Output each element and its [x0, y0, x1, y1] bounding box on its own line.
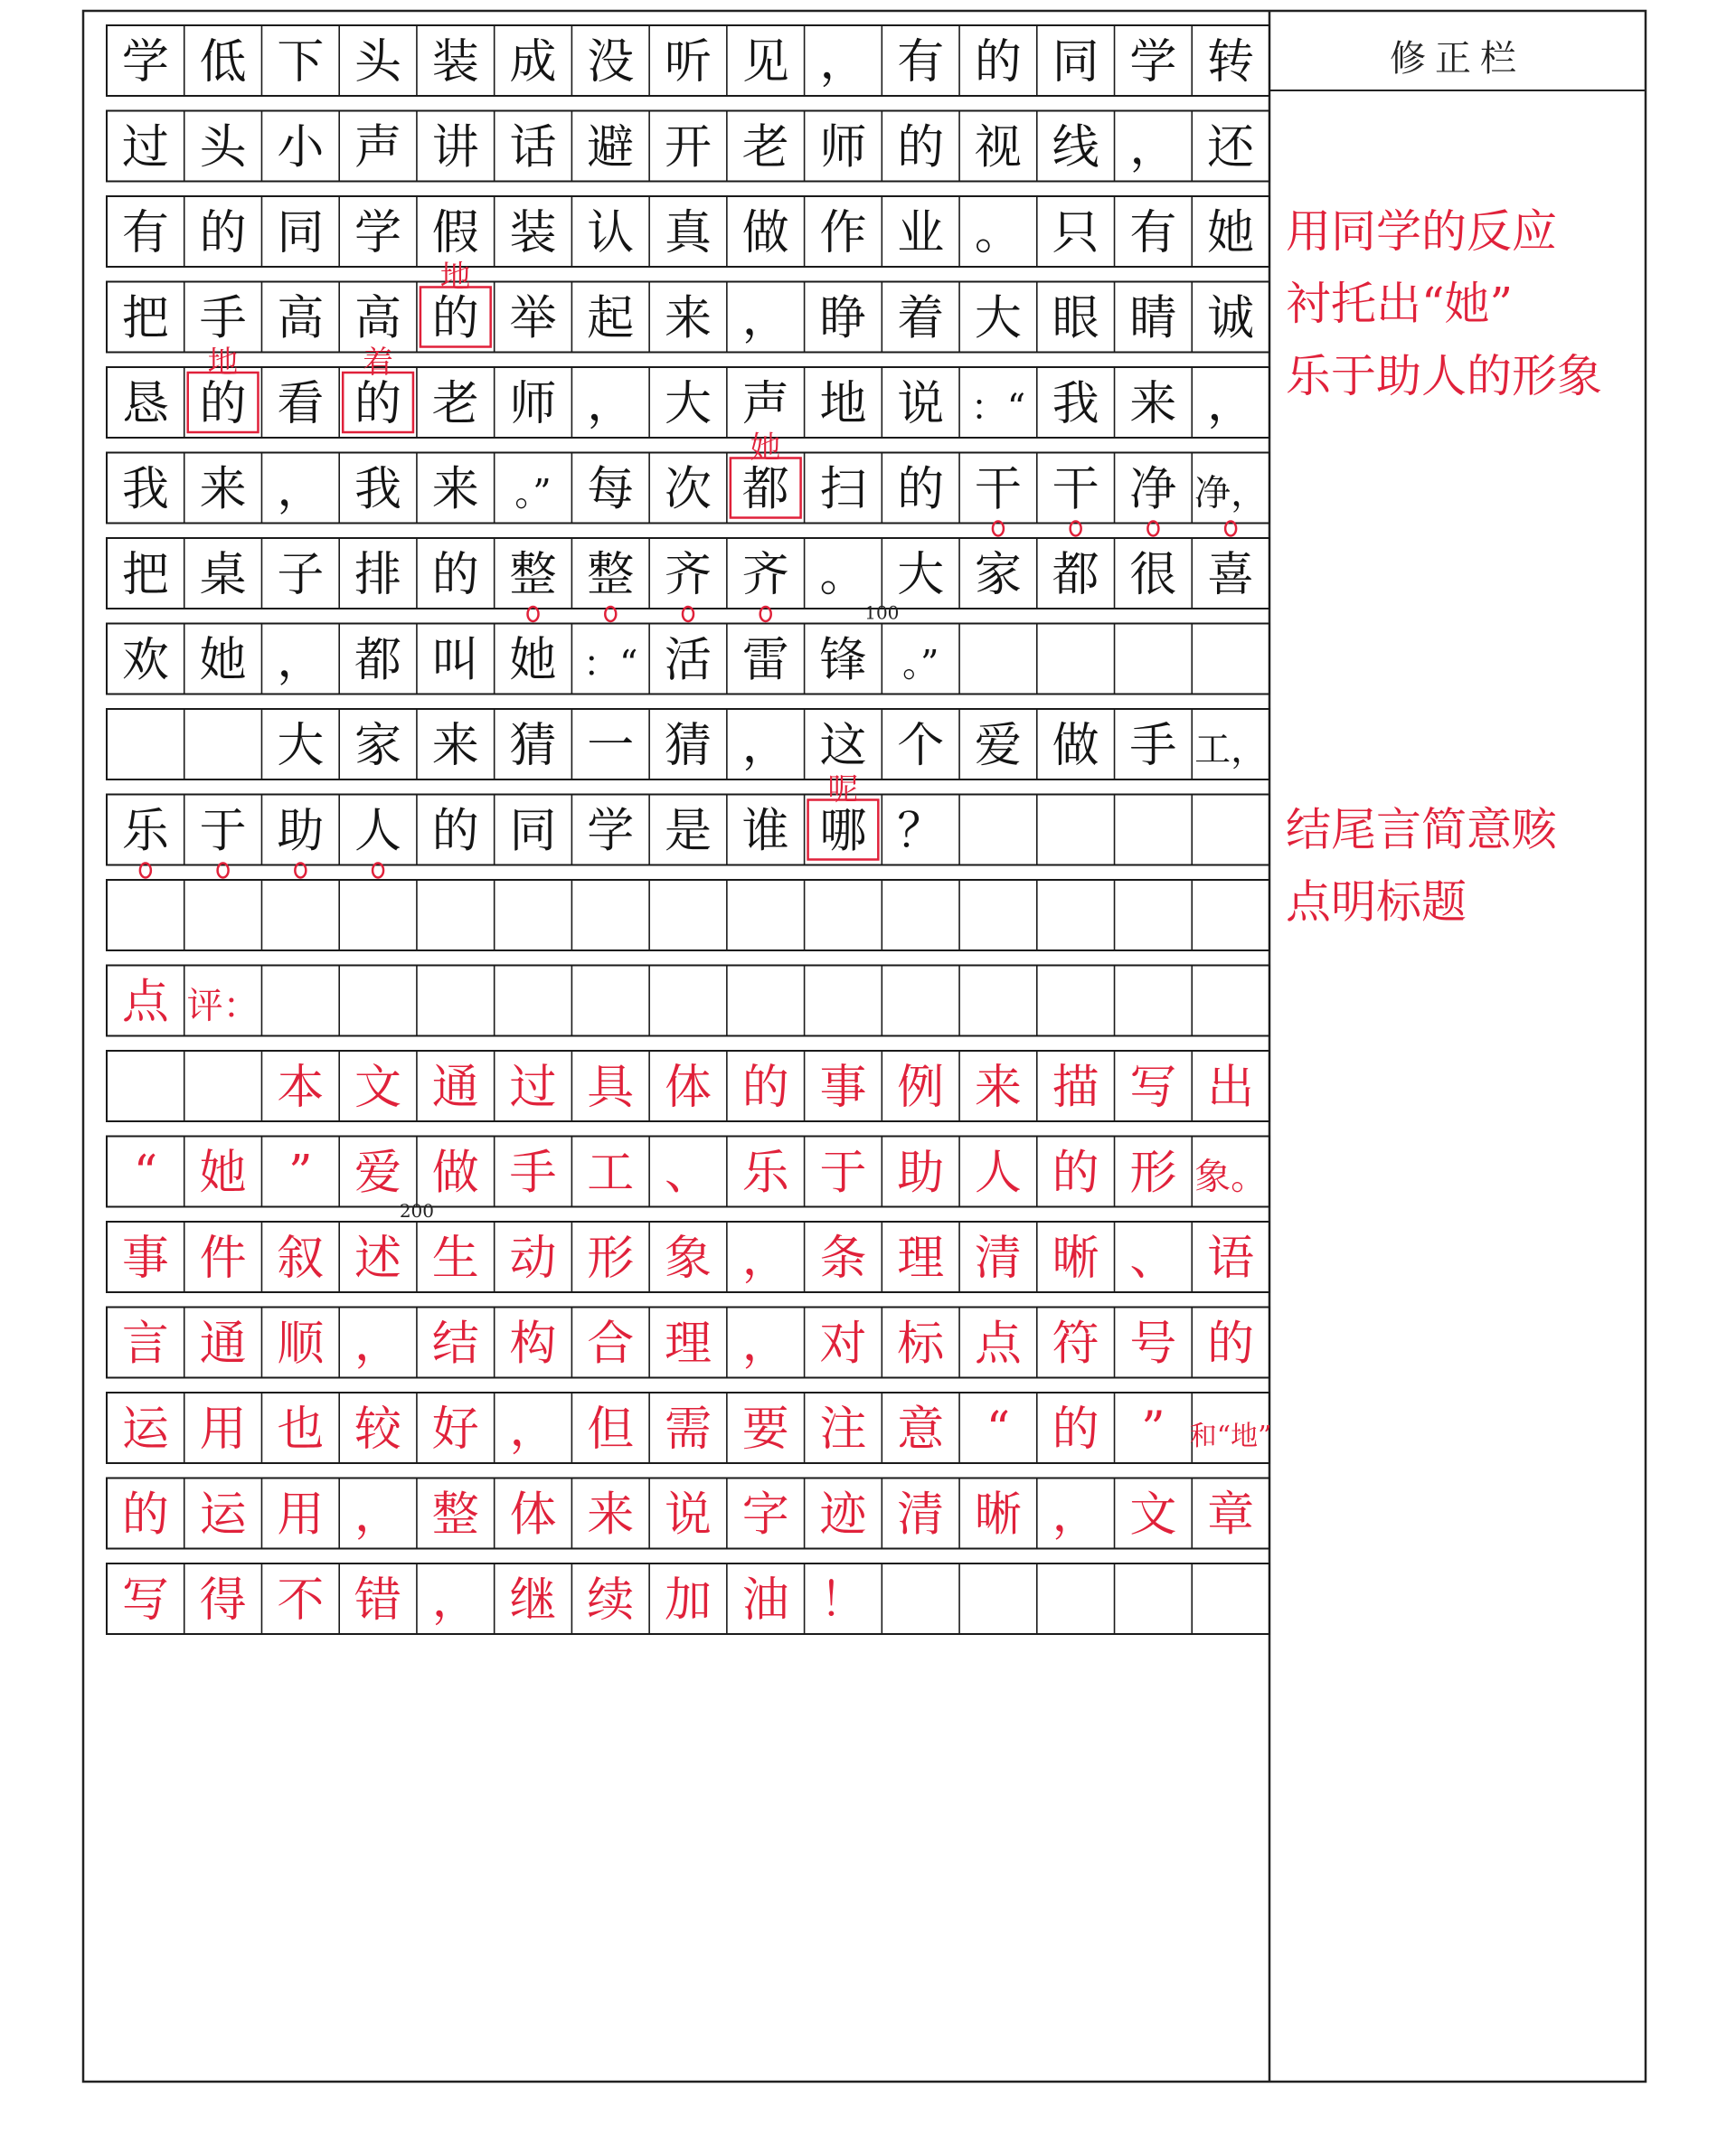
- grid-char: ，: [277, 462, 325, 517]
- grid-char: 要: [741, 1403, 789, 1457]
- grid-char: 装: [431, 35, 479, 90]
- grid-char: 的: [431, 548, 479, 602]
- grid-char: 字: [741, 1488, 789, 1543]
- grid-char: “: [986, 1403, 1011, 1457]
- grid-char: ？: [897, 804, 945, 859]
- grid-char: 例: [897, 1061, 945, 1115]
- grid-char: 形: [1129, 1146, 1177, 1201]
- grid-char: ，: [741, 719, 789, 773]
- grid-char: 形: [587, 1232, 635, 1286]
- grid-char: 乐: [741, 1146, 789, 1201]
- grid-char: 较: [354, 1403, 402, 1457]
- grid-char: 。”: [514, 472, 552, 515]
- grid-char: 晰: [1052, 1232, 1099, 1286]
- grid-char: 好: [431, 1403, 479, 1457]
- grid-char: 锋: [819, 633, 867, 688]
- grid-char: 家: [974, 548, 1022, 602]
- grid-char: 干: [1052, 462, 1099, 517]
- grid-char: 齐: [741, 548, 789, 602]
- correction-text: 地: [207, 345, 239, 381]
- grid-char: 、: [664, 1146, 712, 1201]
- grid-char: 的: [199, 206, 247, 260]
- grid-char: 诚: [1207, 291, 1255, 346]
- grid-char: 需: [664, 1403, 712, 1457]
- grid-char: 晰: [974, 1488, 1022, 1543]
- grid-char: 学: [1129, 35, 1177, 90]
- grid-char: 都: [741, 462, 789, 517]
- grid-char: 手: [509, 1146, 557, 1201]
- grid-char: 写: [1129, 1061, 1177, 1115]
- grid-char: 过: [509, 1061, 557, 1115]
- grid-char: 错: [354, 1573, 402, 1628]
- word-counter: 100: [864, 601, 900, 624]
- grid-char: ，: [354, 1317, 402, 1372]
- grid-char: 的: [1052, 1146, 1099, 1201]
- grid-char: 助: [277, 804, 325, 859]
- grid-char: 头: [199, 120, 247, 175]
- grid-char: 的: [199, 377, 247, 431]
- grid-char: 助: [897, 1146, 945, 1201]
- grid-char: 声: [741, 377, 789, 431]
- grid-char: 排: [354, 548, 402, 602]
- grid-char: ”: [1141, 1403, 1165, 1457]
- grid-char: 声: [354, 120, 402, 175]
- grid-char: 认: [587, 206, 635, 260]
- grid-char: 但: [587, 1403, 635, 1457]
- grid-char: 业: [897, 206, 945, 260]
- grid-char: 于: [199, 804, 247, 859]
- correction-text: 地: [439, 259, 471, 296]
- grid-char: 对: [819, 1317, 867, 1372]
- grid-char: 评：: [186, 985, 259, 1027]
- grid-char: 猜: [509, 719, 557, 773]
- grid-char: 着: [897, 291, 945, 346]
- grid-char: 乐: [121, 804, 169, 859]
- grid-char: 听: [664, 35, 712, 90]
- grid-char: 爱: [974, 719, 1022, 773]
- grid-char: 文: [354, 1061, 402, 1115]
- grid-char: 桌: [199, 548, 247, 602]
- grid-char: ，: [819, 35, 867, 90]
- grid-char: 的: [741, 1061, 789, 1115]
- grid-char: ，: [1207, 377, 1255, 431]
- grid-char: 低: [199, 35, 247, 90]
- grid-char: 条: [819, 1232, 867, 1286]
- grid-char: 运: [199, 1488, 247, 1543]
- grid-char: 手: [199, 291, 247, 346]
- grid-char: 构: [509, 1317, 557, 1372]
- grid-char: 的: [897, 462, 945, 517]
- grid-char: 工，: [1194, 729, 1268, 770]
- grid-char: 通: [431, 1061, 479, 1115]
- grid-char: 她: [509, 633, 557, 688]
- grid-char: 的: [431, 291, 479, 346]
- grid-char: 整: [587, 548, 635, 602]
- grid-char: 过: [121, 120, 169, 175]
- grid-char: 人: [354, 804, 402, 859]
- grid-char: 结: [431, 1317, 479, 1372]
- word-counter: 200: [399, 1200, 435, 1222]
- correction-text: 着: [363, 345, 394, 381]
- grid-char: 她: [199, 1146, 247, 1201]
- grid-char: 净，: [1194, 472, 1268, 515]
- grid-char: 事: [121, 1232, 169, 1286]
- grid-char: 象: [664, 1232, 712, 1286]
- grid-char: 有: [897, 35, 945, 90]
- grid-char: 高: [354, 291, 402, 346]
- grid-char: 理: [664, 1317, 712, 1372]
- grid-char: 大: [664, 377, 712, 431]
- grid-char: 看: [277, 377, 325, 431]
- grid-char: 加: [664, 1573, 712, 1628]
- grid-char: 符: [1052, 1317, 1099, 1372]
- grid-char: 件: [199, 1232, 247, 1286]
- grid-char: 活: [664, 633, 712, 688]
- grid-char: 述: [354, 1232, 402, 1286]
- grid-char: 通: [199, 1317, 247, 1372]
- grid-char: 本: [277, 1061, 325, 1115]
- grid-char: 睁: [819, 291, 867, 346]
- grid-char: 做: [1052, 719, 1099, 773]
- grid-char: 干: [974, 462, 1022, 517]
- grid-char: 。: [974, 206, 1022, 260]
- grid-char: 叙: [277, 1232, 325, 1286]
- grid-char: 生: [431, 1232, 479, 1286]
- row-box: [107, 880, 1269, 950]
- grid-char: 齐: [664, 548, 712, 602]
- grid-char: 扫: [819, 462, 867, 517]
- grid-char: 假: [431, 206, 479, 260]
- grid-char: 来: [431, 462, 479, 517]
- grid-char: 说: [897, 377, 945, 431]
- grid-char: 个: [897, 719, 945, 773]
- grid-char: 点: [121, 975, 169, 1030]
- grid-char: 事: [819, 1061, 867, 1115]
- grid-char: 的: [121, 1488, 169, 1543]
- grid-char: 避: [587, 120, 635, 175]
- grid-char: 还: [1207, 120, 1255, 175]
- grid-char: 做: [741, 206, 789, 260]
- grid-char: 语: [1207, 1232, 1255, 1286]
- correction-text: 呢: [827, 771, 859, 808]
- grid-char: 开: [664, 120, 712, 175]
- grid-char: 话: [509, 120, 557, 175]
- grid-char: 地: [819, 377, 867, 431]
- grid-char: 描: [1052, 1061, 1099, 1115]
- grid-char: 每: [587, 462, 635, 517]
- grid-char: ，: [431, 1573, 479, 1628]
- grid-char: 清: [974, 1232, 1022, 1286]
- grid-char: 有: [121, 206, 169, 260]
- grid-char: 没: [587, 35, 635, 90]
- grid-char: 。: [819, 548, 867, 602]
- grid-char: 来: [587, 1488, 635, 1543]
- grid-char: 续: [587, 1573, 635, 1628]
- grid-char: 同: [277, 206, 325, 260]
- grid-char: 清: [897, 1488, 945, 1543]
- grid-char: 头: [354, 35, 402, 90]
- grid-char: 意: [897, 1403, 945, 1457]
- grid-char: 很: [1129, 548, 1177, 602]
- grid-char: 同: [1052, 35, 1099, 90]
- grid-char: 次: [664, 462, 712, 517]
- grid-char: 和“地”: [1189, 1421, 1272, 1452]
- grid-char: 线: [1052, 120, 1099, 175]
- grid-char: 整: [431, 1488, 479, 1543]
- grid-char: “: [133, 1146, 158, 1201]
- essay-text: [122, 35, 1272, 1628]
- grid-char: 恳: [121, 377, 169, 431]
- grid-char: 老: [431, 377, 479, 431]
- grid-char: ，: [277, 633, 325, 688]
- grid-char: 老: [741, 120, 789, 175]
- grid-char: 举: [509, 291, 557, 346]
- grid-char: 我: [121, 462, 169, 517]
- grid-char: 注: [819, 1403, 867, 1457]
- grid-char: ，: [354, 1488, 402, 1543]
- grid-char: 于: [819, 1146, 867, 1201]
- grid-char: 真: [664, 206, 712, 260]
- grid-char: 的: [431, 804, 479, 859]
- grid-char: 一: [587, 719, 635, 773]
- grid-char: 、: [1129, 1232, 1177, 1286]
- grid-char: ：“: [583, 643, 638, 685]
- grid-char: 不: [277, 1573, 325, 1628]
- grid-char: 雷: [741, 633, 789, 688]
- grid-char: 文: [1129, 1488, 1177, 1543]
- grid-char: 运: [121, 1403, 169, 1457]
- grid-char: 学: [587, 804, 635, 859]
- grid-char: 来: [199, 462, 247, 517]
- grid-char: 章: [1207, 1488, 1255, 1543]
- grid-char: 成: [509, 35, 557, 90]
- grid-char: ，: [741, 1317, 789, 1372]
- grid-char: 标: [897, 1317, 945, 1372]
- grid-char: 我: [354, 462, 402, 517]
- grid-char: 的: [974, 35, 1022, 90]
- grid-char: 这: [819, 719, 867, 773]
- grid-char: 也: [277, 1403, 325, 1457]
- grid-char: 小: [277, 120, 325, 175]
- grid-char: 写: [121, 1573, 169, 1628]
- grid-char: 谁: [741, 804, 789, 859]
- grid-char: 体: [664, 1061, 712, 1115]
- grid-char: 手: [1129, 719, 1177, 773]
- grid-char: 言: [121, 1317, 169, 1372]
- grid-char: ，: [1129, 120, 1177, 175]
- grid-char: 师: [819, 120, 867, 175]
- grid-char: ，: [509, 1403, 557, 1457]
- grid-char: 高: [277, 291, 325, 346]
- grid-char: 我: [1052, 377, 1099, 431]
- grid-char: 大: [897, 548, 945, 602]
- grid-char: 来: [431, 719, 479, 773]
- grid-char: 用: [277, 1488, 325, 1543]
- grid-char: 动: [509, 1232, 557, 1286]
- grid-char: 转: [1207, 35, 1255, 90]
- grid-char: 来: [974, 1061, 1022, 1115]
- grid-char: 顺: [277, 1317, 325, 1372]
- grid-char: 做: [431, 1146, 479, 1201]
- grid-char: 喜: [1207, 548, 1255, 602]
- grid-char: 学: [354, 206, 402, 260]
- grid-char: 把: [121, 548, 169, 602]
- grid-char: 师: [509, 377, 557, 431]
- grid-char: 整: [509, 548, 557, 602]
- grid-char: 体: [509, 1488, 557, 1543]
- grid-char: 学: [121, 35, 169, 90]
- grid-char: ！: [819, 1573, 867, 1628]
- grid-char: 出: [1207, 1061, 1255, 1115]
- grid-char: 下: [277, 35, 325, 90]
- grid-char: 她: [199, 633, 247, 688]
- grid-char: 工: [587, 1146, 635, 1201]
- grid-char: 。”: [901, 643, 939, 685]
- grid-char: 欢: [121, 633, 169, 688]
- grid-char: 叫: [431, 633, 479, 688]
- grid-char: 爱: [354, 1146, 402, 1201]
- grid-char: 作: [819, 206, 867, 260]
- grid-char: 合: [587, 1317, 635, 1372]
- grid-char: 猜: [664, 719, 712, 773]
- grid-char: 起: [587, 291, 635, 346]
- grid-char: 都: [1052, 548, 1099, 602]
- grid-char: ，: [741, 291, 789, 346]
- grid-char: 眼: [1052, 291, 1099, 346]
- grid-char: ，: [741, 1232, 789, 1286]
- revision-note-line: 结尾言简意赅: [1286, 803, 1557, 856]
- grid-row: [107, 966, 1269, 1036]
- grid-char: 把: [121, 291, 169, 346]
- sidebar-header: 修正栏: [1390, 38, 1525, 80]
- grid-char: 油: [741, 1573, 789, 1628]
- grid-char: 有: [1129, 206, 1177, 260]
- grid-char: 号: [1129, 1317, 1177, 1372]
- grid-char: 讲: [431, 120, 479, 175]
- correction-text: 她: [750, 430, 781, 467]
- grid-char: ”: [288, 1146, 313, 1201]
- grid-char: 象。: [1194, 1156, 1268, 1198]
- row-box: [107, 966, 1269, 1036]
- revision-note-line: 点明标题: [1286, 875, 1467, 929]
- grid-char: 的: [897, 120, 945, 175]
- grid-char: 迹: [819, 1488, 867, 1543]
- grid-char: 视: [974, 120, 1022, 175]
- grid-char: 装: [509, 206, 557, 260]
- grid-char: 大: [277, 719, 325, 773]
- grid-char: ，: [1052, 1488, 1099, 1543]
- grid-char: 理: [897, 1232, 945, 1286]
- revision-column: [1286, 38, 1602, 929]
- grid-char: 说: [664, 1488, 712, 1543]
- grid-char: 来: [1129, 377, 1177, 431]
- grid-char: 的: [354, 377, 402, 431]
- grid-char: 只: [1052, 206, 1099, 260]
- grid-char: 的: [1207, 1317, 1255, 1372]
- grid-char: 的: [1052, 1403, 1099, 1457]
- grid-char: 哪: [819, 804, 867, 859]
- revision-note-line: 乐于助人的形象: [1286, 350, 1602, 402]
- grid-char: 都: [354, 633, 402, 688]
- grid-char: 用: [199, 1403, 247, 1457]
- grid-char: 大: [974, 291, 1022, 346]
- grid-char: ，: [587, 377, 635, 431]
- grid-char: 见: [741, 35, 789, 90]
- grid-char: 她: [1207, 206, 1255, 260]
- grid-char: 子: [277, 548, 325, 602]
- grid-char: 睛: [1129, 291, 1177, 346]
- grid-char: 得: [199, 1573, 247, 1628]
- grid-row: [107, 880, 1269, 950]
- grid-char: 点: [974, 1317, 1022, 1372]
- grid-char: 继: [509, 1573, 557, 1628]
- grid-char: 同: [509, 804, 557, 859]
- grid-char: 家: [354, 719, 402, 773]
- revision-note-line: 衬托出“她”: [1286, 278, 1514, 330]
- grid-char: 是: [664, 804, 712, 859]
- grid-char: 来: [664, 291, 712, 346]
- grid-char: 净: [1129, 462, 1177, 517]
- grid-char: ：“: [970, 387, 1026, 429]
- grid-char: 人: [974, 1146, 1022, 1201]
- grid-char: 具: [587, 1061, 635, 1115]
- revision-note-line: 用同学的反应: [1286, 205, 1557, 258]
